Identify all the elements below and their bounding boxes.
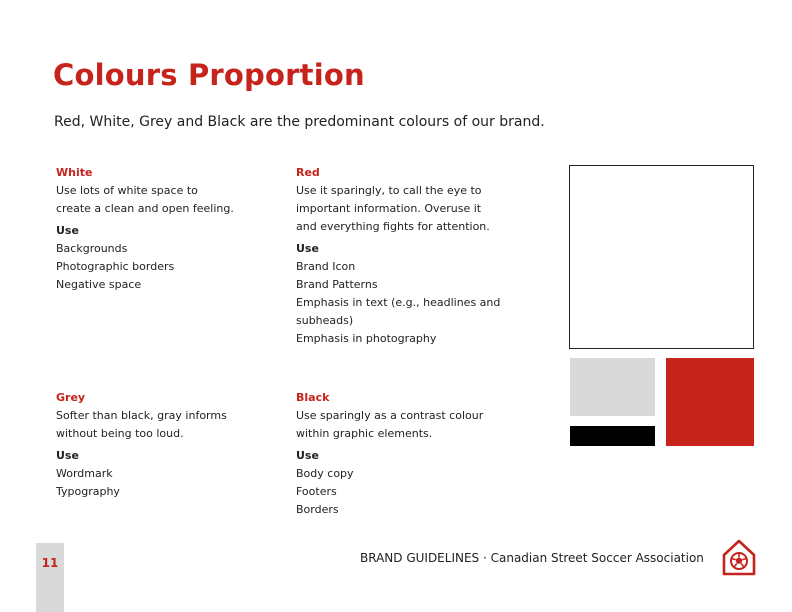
use-item: subheads) [296, 314, 354, 327]
colour-name-white: White [56, 166, 93, 179]
description-line: important information. Overuse it [296, 202, 482, 215]
page-number-tab [36, 543, 64, 612]
use-label: Use [296, 449, 319, 462]
page-title: Colours Proportion [53, 58, 365, 92]
colour-name-grey: Grey [56, 391, 86, 404]
use-item: Typography [56, 485, 120, 498]
use-item: Brand Patterns [296, 278, 378, 291]
use-label: Use [296, 242, 319, 255]
use-item: Emphasis in photography [296, 332, 437, 345]
use-item: Photographic borders [56, 260, 175, 273]
swatch-grey [570, 358, 655, 416]
description-line: Use lots of white space to [56, 184, 198, 197]
colour-block-white [56, 164, 276, 294]
description-line: create a clean and open feeling. [56, 202, 234, 215]
use-item: Body copy [296, 467, 354, 480]
colour-block-grey [56, 389, 276, 501]
page-number: 11 [41, 556, 59, 570]
footer-text: BRAND GUIDELINES · Canadian Street Soccer Association [360, 551, 704, 565]
use-item: Negative space [56, 278, 142, 291]
use-item: Footers [296, 485, 337, 498]
colour-block-red [296, 164, 526, 348]
use-label: Use [56, 449, 79, 462]
description-line: Use it sparingly, to call the eye to [296, 184, 482, 197]
use-item: Borders [296, 503, 339, 516]
description-line: and everything fights for attention. [296, 220, 490, 233]
description-line: Use sparingly as a contrast colour [296, 409, 484, 422]
page-subtitle: Red, White, Grey and Black are the predominant colours of our brand. [54, 114, 545, 130]
use-item: Emphasis in text (e.g., headlines and [296, 296, 501, 309]
swatch-black [570, 426, 655, 446]
description-line: without being too loud. [56, 427, 184, 440]
use-item: Brand Icon [296, 260, 356, 273]
use-label: Use [56, 224, 79, 237]
use-item: Wordmark [56, 467, 113, 480]
description-line: within graphic elements. [296, 427, 433, 440]
colour-name-red: Red [296, 166, 320, 179]
house-soccer-ball-icon [720, 537, 758, 577]
description-line: Softer than black, gray informs [56, 409, 227, 422]
colour-name-black: Black [296, 391, 330, 404]
swatch-white [569, 165, 754, 349]
swatch-red [666, 358, 754, 446]
use-item: Backgrounds [56, 242, 128, 255]
colour-block-black [296, 389, 526, 519]
